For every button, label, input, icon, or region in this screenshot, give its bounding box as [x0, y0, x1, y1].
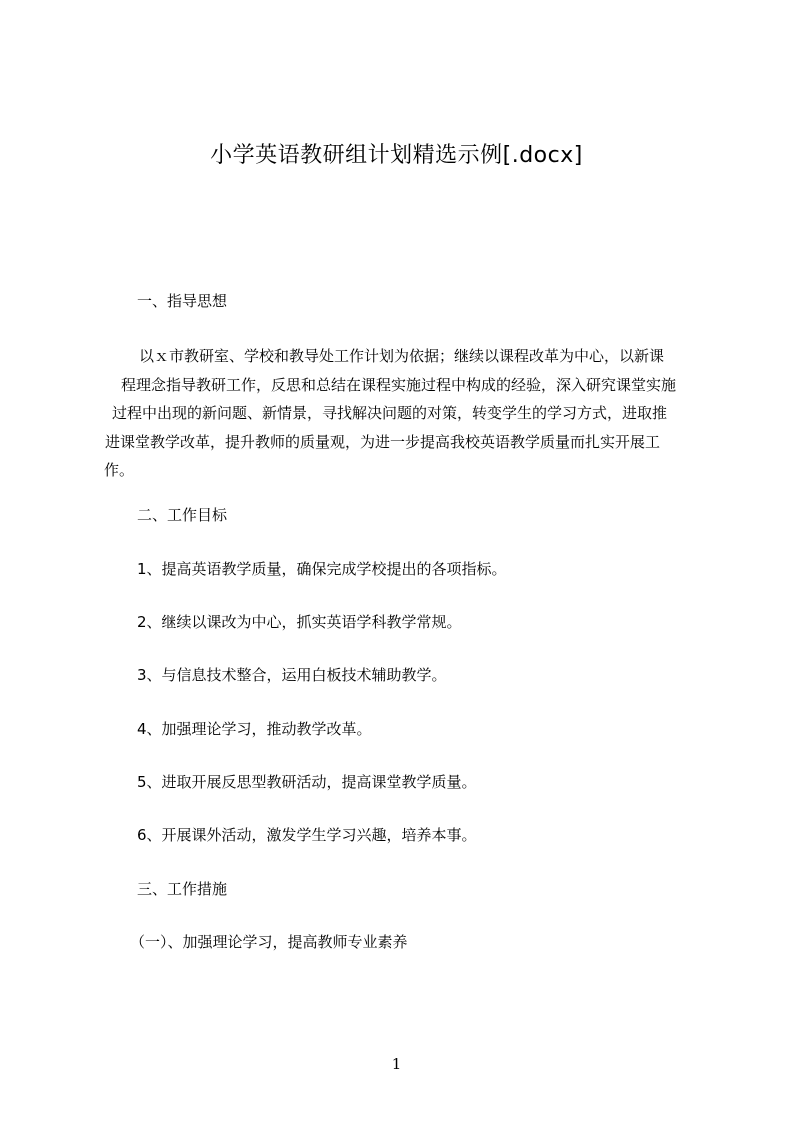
- paragraph-line: 进课堂教学改革，提升教师的质量观，为进一步提高我校英语教学质量而扎实开展工: [105, 432, 661, 451]
- paragraph-line: 程理念指导教研工作，反思和总结在课程实施过程中构成的经验，深入研究课堂实施: [121, 375, 677, 394]
- page-number: 1: [391, 1055, 402, 1073]
- goal-item: 5、进取开展反思型教研活动，提高课堂教学质量。: [137, 773, 477, 791]
- goal-item: 1、提高英语教学质量，确保完成学校提出的各项指标。: [137, 560, 507, 578]
- goal-item: 3、与信息技术整合，运用白板技术辅助教学。: [137, 666, 447, 684]
- paragraph-line: 作。: [104, 461, 135, 479]
- guiding-thought-paragraph: [104, 342, 704, 485]
- goal-item: 6、开展课外活动，激发学生学习兴趣，培养本事。: [137, 826, 477, 844]
- section-heading-work-goals: 二、工作目标: [137, 506, 228, 524]
- section-heading-work-measures: 三、工作措施: [137, 880, 228, 898]
- goal-item: 4、加强理论学习，推动教学改革。: [137, 720, 372, 738]
- section-heading-guiding-thought: 一、指导思想: [137, 292, 228, 310]
- paragraph-line: 过程中出现的新问题、新情景，寻找解决问题的对策，转变学生的学习方式，进取推: [112, 404, 668, 422]
- paragraph-line: 以ｘ市教研室、学校和教导处工作计划为依据；继续以课程改革为中心，以新课: [139, 347, 665, 365]
- subsection-heading: （一）、加强理论学习，提高教师专业素养: [130, 933, 408, 951]
- document-title: 小学英语教研组计划精选示例[.docx]: [210, 143, 583, 168]
- goal-item: 2、继续以课改为中心，抓实英语学科教学常规。: [137, 613, 462, 631]
